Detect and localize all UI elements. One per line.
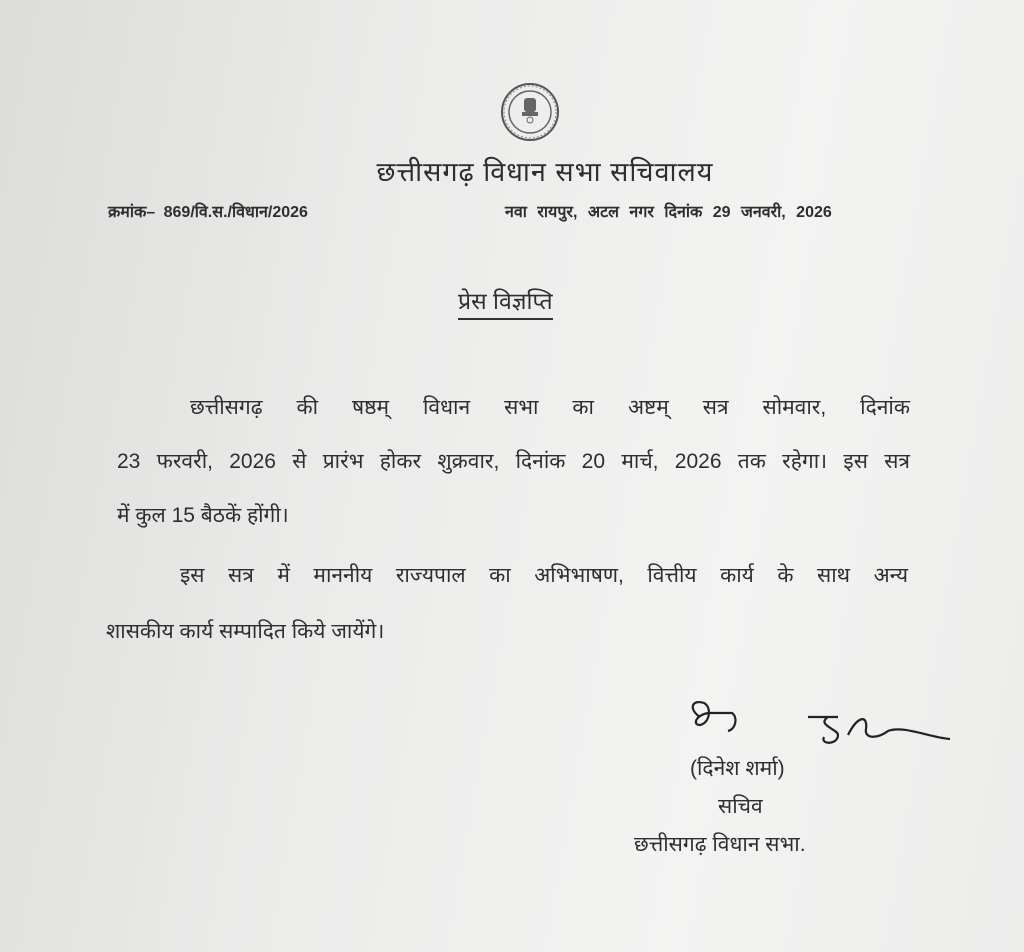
paragraph-line: इस सत्र में माननीय राज्यपाल का अभिभाषण, वित्तीय कार्य के साथ अन्य — [180, 564, 908, 587]
paragraph-line: शासकीय कार्य सम्पादित किये जायेंगे। — [106, 620, 385, 643]
handwritten-signature — [688, 695, 953, 755]
signatory-designation: सचिव — [718, 795, 763, 818]
signatory-organization: छत्तीसगढ़ विधान सभा. — [634, 833, 806, 856]
signatory-name: (दिनेश शर्मा) — [690, 757, 785, 780]
paragraph-line: छत्तीसगढ़ की षष्ठम् विधान सभा का अष्टम् सत्र सोमवार, दिनांक — [190, 396, 910, 419]
reference-number: क्रमांक– 869/वि.स./विधान/2026 — [108, 204, 308, 221]
paragraph-line: 23 फरवरी, 2026 से प्रारंभ होकर शुक्रवार, दिनांक 20 मार्च, 2026 तक रहेगा। इस सत्र — [117, 450, 910, 473]
paragraph-line: में कुल 15 बैठकें होंगी। — [117, 504, 289, 527]
document-heading: प्रेस विज्ञप्ति — [458, 284, 553, 320]
office-title: छत्तीसगढ़ विधान सभा सचिवालय — [376, 157, 714, 187]
place-date: नवा रायपुर, अटल नगर दिनांक 29 जनवरी, 2026 — [505, 204, 832, 221]
emblem-seal — [494, 82, 566, 142]
